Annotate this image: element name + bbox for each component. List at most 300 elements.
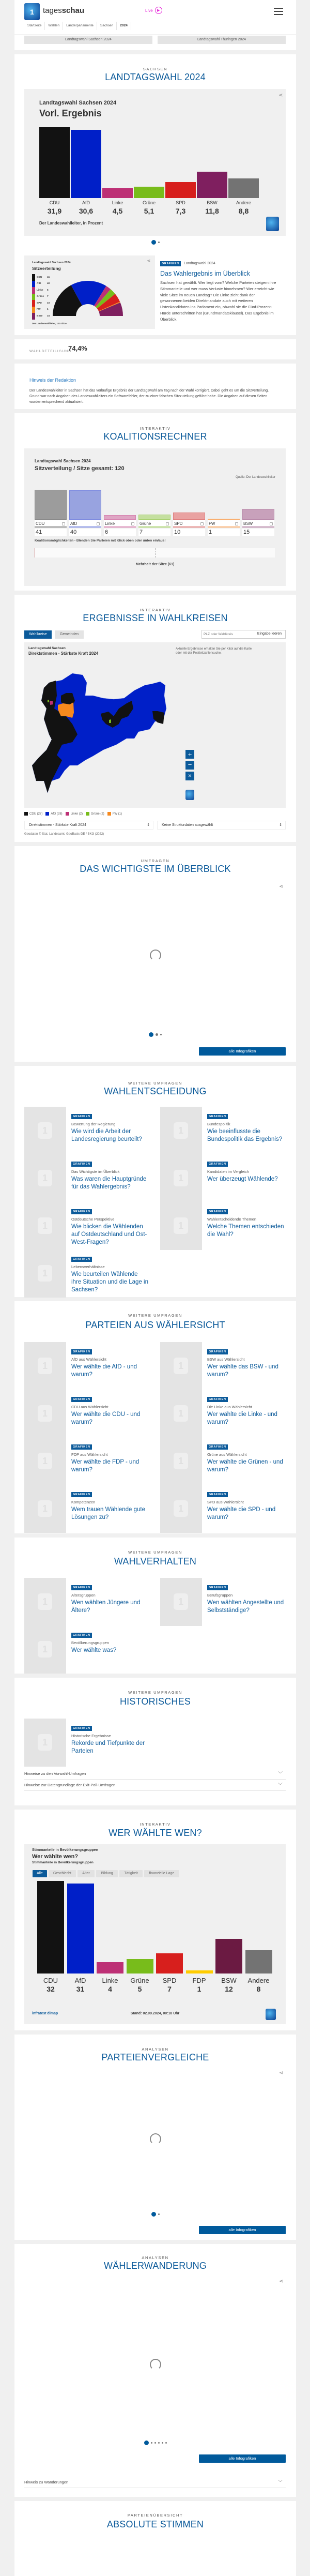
clear-input-button[interactable]: Eingabe leeren — [257, 632, 282, 636]
tab-wahlkreise[interactable]: Wahlkreise — [24, 630, 52, 639]
section-kicker: WEITERE UMFRAGEN — [128, 1081, 182, 1086]
loading-spinner-icon — [150, 950, 161, 961]
vote-share-bar[interactable] — [37, 1881, 64, 1974]
teaser-kicker: Lebensverhältnisse — [71, 1264, 105, 1269]
teaser-kicker: CDU aus Wählersicht — [71, 1405, 109, 1409]
legend-label: Grüne (2) — [91, 812, 104, 816]
reset-zoom-button[interactable]: ✕ — [185, 772, 194, 780]
teaser-badge: GRAFIKEN — [71, 1162, 92, 1167]
breadcrumb-item[interactable]: 2024 — [117, 22, 131, 30]
bar-value: 31,9 — [47, 207, 62, 215]
share-icon[interactable]: ⋖ — [279, 884, 284, 890]
accordion-label: Hinweise zur Datengrundlage der Exit-Poll-Umfragen — [24, 1783, 116, 1787]
teaser-thumbnail[interactable] — [24, 1202, 66, 1250]
accordion-migration-note[interactable] — [24, 2477, 286, 2488]
district-map[interactable] — [24, 642, 286, 808]
tab-alter[interactable]: Alter — [78, 1870, 95, 1877]
teaser-thumbnail[interactable] — [24, 1437, 66, 1485]
bar-label: CDU — [49, 200, 60, 205]
coalition-party-fw[interactable] — [208, 448, 240, 536]
teaser-title[interactable]: Wer wählte die SPD - und warum? — [207, 1507, 276, 1520]
bar-value: 5,1 — [144, 207, 154, 215]
tagesschau-placeholder-icon: 1 — [38, 1500, 52, 1517]
tagesschau-placeholder-icon: 1 — [38, 1734, 52, 1751]
chart-title: Wer wählte wen? — [32, 1854, 79, 1860]
teaser-thumbnail[interactable] — [160, 1342, 202, 1390]
legend-value: 1 — [47, 308, 49, 311]
tab-bildung[interactable]: Bildung — [96, 1870, 118, 1877]
teaser-item[interactable] — [24, 1437, 155, 1479]
section-kicker: ANALYSEN — [142, 2255, 169, 2260]
election-button[interactable]: Landtagswahl Thüringen 2024 — [158, 36, 286, 44]
share-icon[interactable]: ⋖ — [147, 258, 151, 263]
teaser-title[interactable]: Wen wählten Jüngere und Ältere? — [71, 1600, 141, 1614]
coalition-calculator-section — [14, 413, 296, 591]
teaser-item[interactable] — [24, 1342, 155, 1384]
section-kicker: INTERAKTIV — [140, 426, 171, 431]
tagesschau-placeholder-icon: 1 — [38, 1453, 52, 1469]
party-label-row[interactable] — [69, 520, 101, 528]
zoom-in-button[interactable]: + — [185, 750, 194, 759]
party-label: AfD — [70, 521, 78, 526]
ard-logo-icon — [266, 217, 279, 231]
bar-label: CDU — [43, 1977, 58, 1984]
section-kicker: WEITERE UMFRAGEN — [128, 1313, 182, 1318]
seat-bar[interactable] — [242, 509, 274, 520]
legend-value: 10 — [47, 302, 50, 305]
tab-tätigkeit[interactable]: Tätigkeit — [119, 1870, 143, 1877]
teaser-kicker: Die Linke aus Wählersicht — [207, 1405, 252, 1409]
bar-value: 1 — [197, 1985, 202, 1993]
teaser-title[interactable]: Wen wählten Angestellte und Selbstständige? — [207, 1600, 284, 1614]
tagesschau-placeholder-icon: 1 — [174, 1217, 188, 1234]
teaser-item[interactable] — [24, 1625, 155, 1667]
bar-value: 5 — [137, 1985, 142, 1993]
chart-subtitle: Landtagswahl Sachsen 2024 — [39, 100, 117, 106]
coalition-party-grüne[interactable] — [138, 448, 171, 536]
select-arrows-icon: ⇕ — [147, 823, 150, 827]
checkbox-icon[interactable] — [131, 522, 134, 525]
section-title: ERGEBNISSE IN WAHLKREISEN — [83, 613, 228, 623]
breadcrumb-item[interactable]: Startseite — [24, 22, 45, 30]
legend-label: Grüne — [37, 295, 44, 298]
voting-behavior-section — [14, 1538, 296, 1674]
breadcrumb-item[interactable]: Länderparlamente — [63, 22, 97, 30]
legend-label: BSW — [37, 314, 43, 318]
teaser-badge: GRAFIKEN — [207, 1444, 228, 1450]
vote-share-bar[interactable] — [215, 1939, 242, 1974]
teaser-title[interactable]: Wer wählte die AfD - und warum? — [71, 1364, 137, 1378]
section-title: LANDTAGSWAHL 2024 — [105, 72, 206, 82]
carousel-dot[interactable] — [151, 240, 156, 245]
legend-swatch — [86, 812, 89, 816]
checkbox-icon[interactable] — [166, 522, 169, 525]
all-infographics-button[interactable]: alle Infografiken — [199, 2226, 286, 2234]
coalition-calculator — [24, 448, 286, 586]
legend-label: CDU — [37, 276, 42, 279]
checkbox-icon[interactable] — [97, 522, 100, 525]
seat-chart-source: Der Landeswahlleiter, 120 Sitze — [32, 322, 67, 325]
map-region-linke — [50, 701, 53, 705]
teaser-badge: GRAFIKEN — [71, 1349, 92, 1354]
section-kicker: PARTEIENÜBERSICHT — [127, 2513, 183, 2518]
teaser-thumbnail[interactable] — [160, 1154, 202, 1202]
section-kicker: SACHSEN — [143, 67, 168, 71]
teaser-item[interactable] — [24, 1107, 155, 1149]
teaser-title[interactable]: Wie wird die Arbeit der Landesregierung beurteilt? — [71, 1128, 142, 1142]
teaser-item[interactable] — [160, 1154, 291, 1196]
carousel-dot[interactable] — [162, 2442, 163, 2444]
overview-section — [14, 846, 296, 1062]
turnout-label: WAHLBETEILIGUNG: — [29, 350, 73, 353]
vote-share-bar[interactable] — [127, 1959, 153, 1974]
share-icon[interactable]: ⋖ — [278, 93, 283, 98]
teaser-badge: GRAFIKEN — [207, 1209, 228, 1214]
majority-label: Mehrheit der Sitze (61) — [135, 563, 175, 566]
map-title: Direktstimmen - Stärkste Kraft 2024 — [28, 651, 99, 656]
bar-value: 31 — [76, 1985, 85, 1993]
legend-swatch — [24, 812, 28, 816]
tagesschau-placeholder-icon: 1 — [38, 1641, 52, 1658]
party-label: SPD — [174, 521, 183, 526]
vote-share-bar[interactable] — [156, 1953, 183, 1974]
teaser-badge: GRAFIKEN — [207, 1114, 228, 1119]
teaser-thumbnail[interactable] — [160, 1202, 202, 1250]
tagesschau-placeholder-icon: 1 — [174, 1170, 188, 1186]
bar-value: 4 — [108, 1985, 112, 1993]
coalition-bar[interactable] — [35, 548, 275, 558]
infratest-dimap-logo: infratest dimap — [32, 2012, 58, 2015]
teaser-thumbnail[interactable] — [160, 1578, 202, 1626]
bar-label: SPD — [176, 200, 185, 205]
vote-share-bar[interactable] — [245, 1950, 272, 1974]
logo-bold: schau — [61, 6, 85, 15]
carousel-dot[interactable] — [156, 1033, 158, 1036]
result-bar[interactable] — [102, 188, 133, 198]
teaser-thumbnail[interactable] — [24, 1719, 66, 1767]
seat-value: 7 — [138, 529, 171, 536]
teaser-thumbnail[interactable] — [24, 1578, 66, 1626]
teaser-thumbnail[interactable] — [160, 1390, 202, 1438]
carousel-dot[interactable] — [158, 2442, 160, 2444]
notice-text: Der Landeswahlleiter in Sachsen hat das vorläufige Ergebnis der Landtagswahl am Tag nach der Wahl korrigiert. Dabei geht es um die Sitzverteilung. Grund war nach Angaben des Landeswahlleiters ein Softwarefehler, der zu einer falschen Sitzzuteilung geführt habe. Die Angaben auf diesen Seiten wurden entsprechend aktualisiert. — [29, 389, 269, 404]
tab-alle[interactable]: Alle — [33, 1870, 47, 1877]
seat-chart[interactable] — [24, 255, 155, 329]
party-label: Linke — [105, 521, 115, 526]
seat-bar[interactable] — [173, 513, 205, 520]
map-type-select[interactable] — [24, 821, 153, 830]
legend-swatch — [45, 812, 49, 816]
seat-value: 10 — [173, 529, 205, 536]
section-kicker: INTERAKTIV — [140, 1822, 171, 1827]
teaser-title[interactable]: Wer wählte das BSW - und warum? — [207, 1364, 278, 1378]
map-legend-item — [24, 812, 42, 816]
seat-value: 15 — [242, 529, 274, 536]
teaser-thumbnail[interactable] — [24, 1107, 66, 1155]
play-icon: ▶ — [155, 7, 162, 14]
teaser-kicker: SPD aus Wählersicht — [207, 1500, 244, 1504]
party-label: CDU — [36, 521, 45, 526]
teaser-thumbnail[interactable] — [24, 1485, 66, 1533]
seat-bar[interactable] — [208, 519, 240, 520]
coalition-party-bsw[interactable] — [242, 448, 274, 536]
legend-label: CDU (27) — [29, 812, 43, 816]
party-label-row[interactable] — [35, 520, 67, 528]
teaser-item[interactable] — [160, 1342, 291, 1384]
teaser-badge: GRAFIKEN — [207, 1397, 228, 1402]
legend-value: 15 — [47, 314, 50, 318]
tagesschau-placeholder-icon: 1 — [38, 1122, 52, 1139]
teaser-badge: GRAFIKEN — [160, 261, 181, 266]
bar-value: 8 — [256, 1985, 261, 1993]
checkbox-icon[interactable] — [235, 522, 238, 525]
teaser-title[interactable]: Wer wählte die Grünen - und warum? — [207, 1459, 283, 1473]
teaser-item[interactable] — [160, 1107, 291, 1149]
teaser-title[interactable]: Wer wählte was? — [71, 1647, 117, 1653]
seat-bar[interactable] — [35, 490, 67, 520]
teaser-thumbnail[interactable] — [24, 1249, 66, 1298]
teaser-kicker: Historische Ergebnisse — [71, 1734, 111, 1738]
result-bar[interactable] — [71, 130, 101, 198]
teaser-title[interactable]: Wer überzeugt Wählende? — [207, 1176, 278, 1182]
breadcrumb-item[interactable]: Wahlen — [45, 22, 63, 30]
carousel-dots[interactable] — [14, 2441, 296, 2445]
teaser-item[interactable] — [160, 1390, 291, 1432]
seat-bar[interactable] — [69, 490, 101, 520]
party-label-row[interactable] — [104, 520, 136, 528]
vote-share-bar[interactable] — [67, 1884, 94, 1974]
carousel-dot[interactable] — [144, 2441, 149, 2445]
party-label-row[interactable] — [138, 520, 171, 528]
tagesschau-placeholder-icon: 1 — [174, 1358, 188, 1374]
teaser-title[interactable]: Das Wahlergebnis im Überblick — [160, 270, 250, 277]
party-label-row[interactable] — [242, 520, 274, 528]
section-title: KOALITIONSRECHNER — [103, 431, 207, 442]
teaser-item[interactable] — [24, 1578, 155, 1620]
teaser-title[interactable]: Wem trauen Wählende gute Lösungen zu? — [71, 1507, 145, 1520]
section-title: WÄHLERWANDERUNG — [103, 2261, 207, 2271]
site-logo-text[interactable] — [43, 6, 84, 15]
vote-share-bar[interactable] — [186, 1970, 213, 1974]
teaser-badge: GRAFIKEN — [71, 1397, 92, 1402]
teaser-thumbnail[interactable] — [24, 1390, 66, 1438]
result-bar[interactable] — [165, 182, 196, 198]
section-kicker: ANALYSEN — [142, 2047, 169, 2052]
result-bar[interactable] — [228, 178, 259, 198]
teaser-item[interactable] — [24, 1154, 155, 1196]
tagesschau-logo-icon[interactable]: 1 — [24, 3, 40, 20]
teaser-kicker: Wahlentscheidende Themen — [207, 1217, 257, 1222]
teaser-badge: GRAFIKEN — [71, 1492, 92, 1497]
party-label-row[interactable] — [173, 520, 205, 528]
teaser-badge: GRAFIKEN — [71, 1633, 92, 1638]
carousel-dot[interactable] — [151, 2442, 152, 2444]
map-region-gruene-dresden — [109, 719, 111, 723]
map-legend-item — [45, 812, 62, 816]
carousel-dots[interactable] — [14, 1032, 296, 1037]
carousel-dot[interactable] — [160, 1034, 162, 1035]
teaser-title[interactable]: Wer wählte die FDP - und warum? — [71, 1459, 140, 1473]
teaser-thumbnail[interactable] — [160, 1437, 202, 1485]
ard-logo-icon — [185, 790, 194, 800]
teaser-title[interactable]: Welche Themen entschieden die Wahl? — [207, 1224, 284, 1238]
carousel-dot[interactable] — [165, 2442, 167, 2444]
teaser-item[interactable] — [24, 1485, 155, 1527]
seat-half-donut — [24, 255, 155, 329]
menu-hamburger-icon[interactable] — [274, 8, 283, 15]
breadcrumb-item[interactable]: Sachsen — [97, 22, 117, 30]
teaser-thumbnail[interactable] — [160, 1107, 202, 1155]
teaser-item[interactable] — [160, 1485, 291, 1527]
all-infographics-button[interactable]: alle Infografiken — [199, 2454, 286, 2463]
legend-label: AfD — [37, 282, 41, 285]
postcode-search-input[interactable] — [204, 631, 253, 637]
teaser-kicker: Bevölkerungsgruppen — [71, 1640, 109, 1645]
teaser-title[interactable]: Wie beurteilen Wählende ihre Situation und die Lage in Sachsen? — [71, 1271, 148, 1293]
result-bar[interactable] — [134, 187, 164, 198]
teaser-kicker: Kompetenzen — [71, 1500, 96, 1504]
section-title: WER WÄHLTE WEN? — [109, 1828, 202, 1838]
structure-data-select[interactable] — [157, 821, 286, 830]
all-infographics-button[interactable]: alle Infografiken — [199, 1047, 286, 1056]
share-icon[interactable]: ⋖ — [279, 2279, 284, 2284]
tab-geschlecht[interactable]: Geschlecht — [49, 1870, 76, 1877]
teaser-item[interactable] — [24, 1202, 155, 1244]
editorial-notice — [14, 364, 296, 409]
checkbox-icon[interactable] — [200, 522, 204, 525]
coalition-party-spd[interactable] — [173, 448, 205, 536]
result-bar[interactable] — [197, 172, 227, 198]
carousel-dots[interactable] — [14, 2212, 296, 2217]
coalition-party-cdu[interactable] — [35, 448, 67, 536]
carousel-dot[interactable] — [158, 2213, 160, 2215]
vote-share-bar[interactable] — [97, 1962, 123, 1974]
accordion-exit-poll-data[interactable] — [24, 1780, 286, 1791]
chart-source: Der Landeswahlleiter, in Prozent — [39, 221, 103, 225]
bar-value: 7,3 — [175, 207, 186, 215]
logo-light: tages — [43, 6, 62, 15]
teaser-title[interactable]: Wer wählte die Linke - und warum? — [207, 1411, 277, 1425]
accordion-label: Hinweis zu Wanderungen — [24, 2480, 69, 2484]
seat-chart-subtitle: Landtagswahl Sachsen 2024 — [32, 261, 71, 264]
legend-label: SPD — [37, 302, 42, 305]
election-button[interactable]: Landtagswahl Sachsen 2024 — [24, 36, 152, 44]
party-label: FW — [209, 521, 215, 526]
teaser-title[interactable]: Rekorde und Tiefpunkte der Parteien — [71, 1740, 145, 1754]
checkbox-icon[interactable] — [270, 522, 273, 525]
timestamp: Stand: 02.09.2024, 00:18 Uhr — [130, 2012, 180, 2015]
teaser-badge: GRAFIKEN — [71, 1114, 92, 1119]
select-value: Direktstimmen - Stärkste Kraft 2024 — [29, 823, 86, 827]
calculator-title: Sitzverteilung / Sitze gesamt: 120 — [35, 465, 125, 472]
carousel-dot[interactable] — [158, 242, 160, 243]
carousel-dots[interactable] — [14, 240, 296, 245]
tab-gemeinden[interactable]: Gemeinden — [55, 630, 84, 639]
section-title: DAS WICHTIGSTE IM ÜBERBLICK — [80, 864, 231, 874]
party-label-row[interactable] — [208, 520, 240, 528]
teaser-item[interactable] — [24, 1390, 155, 1432]
teaser-badge: GRAFIKEN — [71, 1585, 92, 1590]
teaser-item[interactable] — [24, 1249, 155, 1291]
legend-label: Linke (2) — [70, 812, 83, 816]
section-kicker: UMFRAGEN — [141, 858, 170, 863]
seat-bar[interactable] — [104, 515, 136, 520]
zoom-out-button[interactable]: − — [185, 761, 194, 770]
who-voted-whom-section — [14, 1810, 296, 2030]
party-label: Grüne — [140, 521, 151, 526]
teaser-thumbnail[interactable] — [24, 1154, 66, 1202]
teaser-thumbnail[interactable] — [24, 1625, 66, 1674]
teaser-item[interactable] — [24, 1719, 155, 1760]
seat-value: 6 — [104, 529, 136, 536]
seat-value: 1 — [208, 529, 240, 536]
bar-label: Grüne — [130, 1977, 149, 1984]
carousel-dot[interactable] — [151, 2212, 156, 2217]
map-legend-item — [86, 812, 104, 816]
teaser-thumbnail[interactable] — [24, 1342, 66, 1390]
bar-label: BSW — [207, 200, 218, 205]
bar-label: Andere — [247, 1977, 270, 1984]
accordion-label: Hinweise zu den Vorwahl-Umfragen — [24, 1771, 86, 1776]
saxony-map[interactable] — [24, 642, 286, 808]
result-section — [14, 54, 296, 335]
tagesschau-placeholder-icon: 1 — [174, 1500, 188, 1517]
section-kicker: WEITERE UMFRAGEN — [128, 1690, 182, 1695]
teaser-title[interactable]: Wie blicken die Wählenden auf Ostdeutschland und Ost-West-Fragen? — [71, 1224, 147, 1245]
bar-label: BSW — [221, 1977, 237, 1984]
voter-migration-section — [14, 2244, 296, 2497]
legend-swatch — [107, 812, 111, 816]
checkbox-icon[interactable] — [62, 522, 65, 525]
section-title: WAHLENTSCHEIDUNG — [104, 1086, 207, 1096]
teaser-title[interactable]: Wer wählte die CDU - und warum? — [71, 1411, 141, 1425]
teaser-item[interactable] — [160, 1578, 291, 1620]
live-link[interactable] — [145, 7, 162, 14]
teaser-title[interactable]: Was waren die Hauptgründe für das Wahlergebnis? — [71, 1176, 147, 1190]
teaser-kicker: Das Wichtigste im Überblick — [71, 1169, 120, 1174]
seat-bar[interactable] — [138, 515, 171, 520]
carousel-dot[interactable] — [149, 1032, 153, 1037]
bar-value: 12 — [225, 1985, 233, 1993]
carousel-dot[interactable] — [154, 2442, 156, 2444]
coalition-party-afd[interactable] — [69, 448, 101, 536]
teaser-badge: GRAFIKEN — [71, 1726, 92, 1731]
coalition-party-linke[interactable] — [104, 448, 136, 536]
tagesschau-placeholder-icon: 1 — [38, 1358, 52, 1374]
accordion-pre-election-polls[interactable] — [24, 1768, 286, 1780]
teaser-thumbnail[interactable] — [160, 1485, 202, 1533]
section-title: HISTORISCHES — [119, 1696, 191, 1707]
tab-finanzielle-lage[interactable]: finanzielle Lage — [144, 1870, 179, 1877]
teaser-kicker: Kandidaten im Vergleich — [207, 1169, 249, 1174]
teaser-badge: GRAFIKEN — [207, 1585, 228, 1590]
teaser-kicker: AfD aus Wählersicht — [71, 1357, 106, 1362]
result-bar[interactable] — [39, 127, 70, 198]
section-kicker: WEITERE UMFRAGEN — [128, 1550, 182, 1555]
parties-view-section — [14, 1301, 296, 1533]
legend-value: 7 — [47, 295, 49, 298]
teaser-title[interactable]: Wie beeinflusste die Bundespolitik das Ergebnis? — [207, 1128, 283, 1142]
tagesschau-placeholder-icon: 1 — [174, 1405, 188, 1422]
chart-description: Stimmanteile in Bevölkerungsgruppen — [32, 1861, 94, 1864]
result-teaser[interactable] — [160, 258, 276, 323]
teaser-badge: GRAFIKEN — [71, 1257, 92, 1262]
who-voted-chart — [24, 1844, 286, 2024]
teaser-item[interactable] — [160, 1437, 291, 1479]
teaser-item[interactable] — [160, 1202, 291, 1244]
share-icon[interactable]: ⋖ — [279, 2070, 284, 2076]
absolute-votes-section — [14, 2501, 296, 2576]
